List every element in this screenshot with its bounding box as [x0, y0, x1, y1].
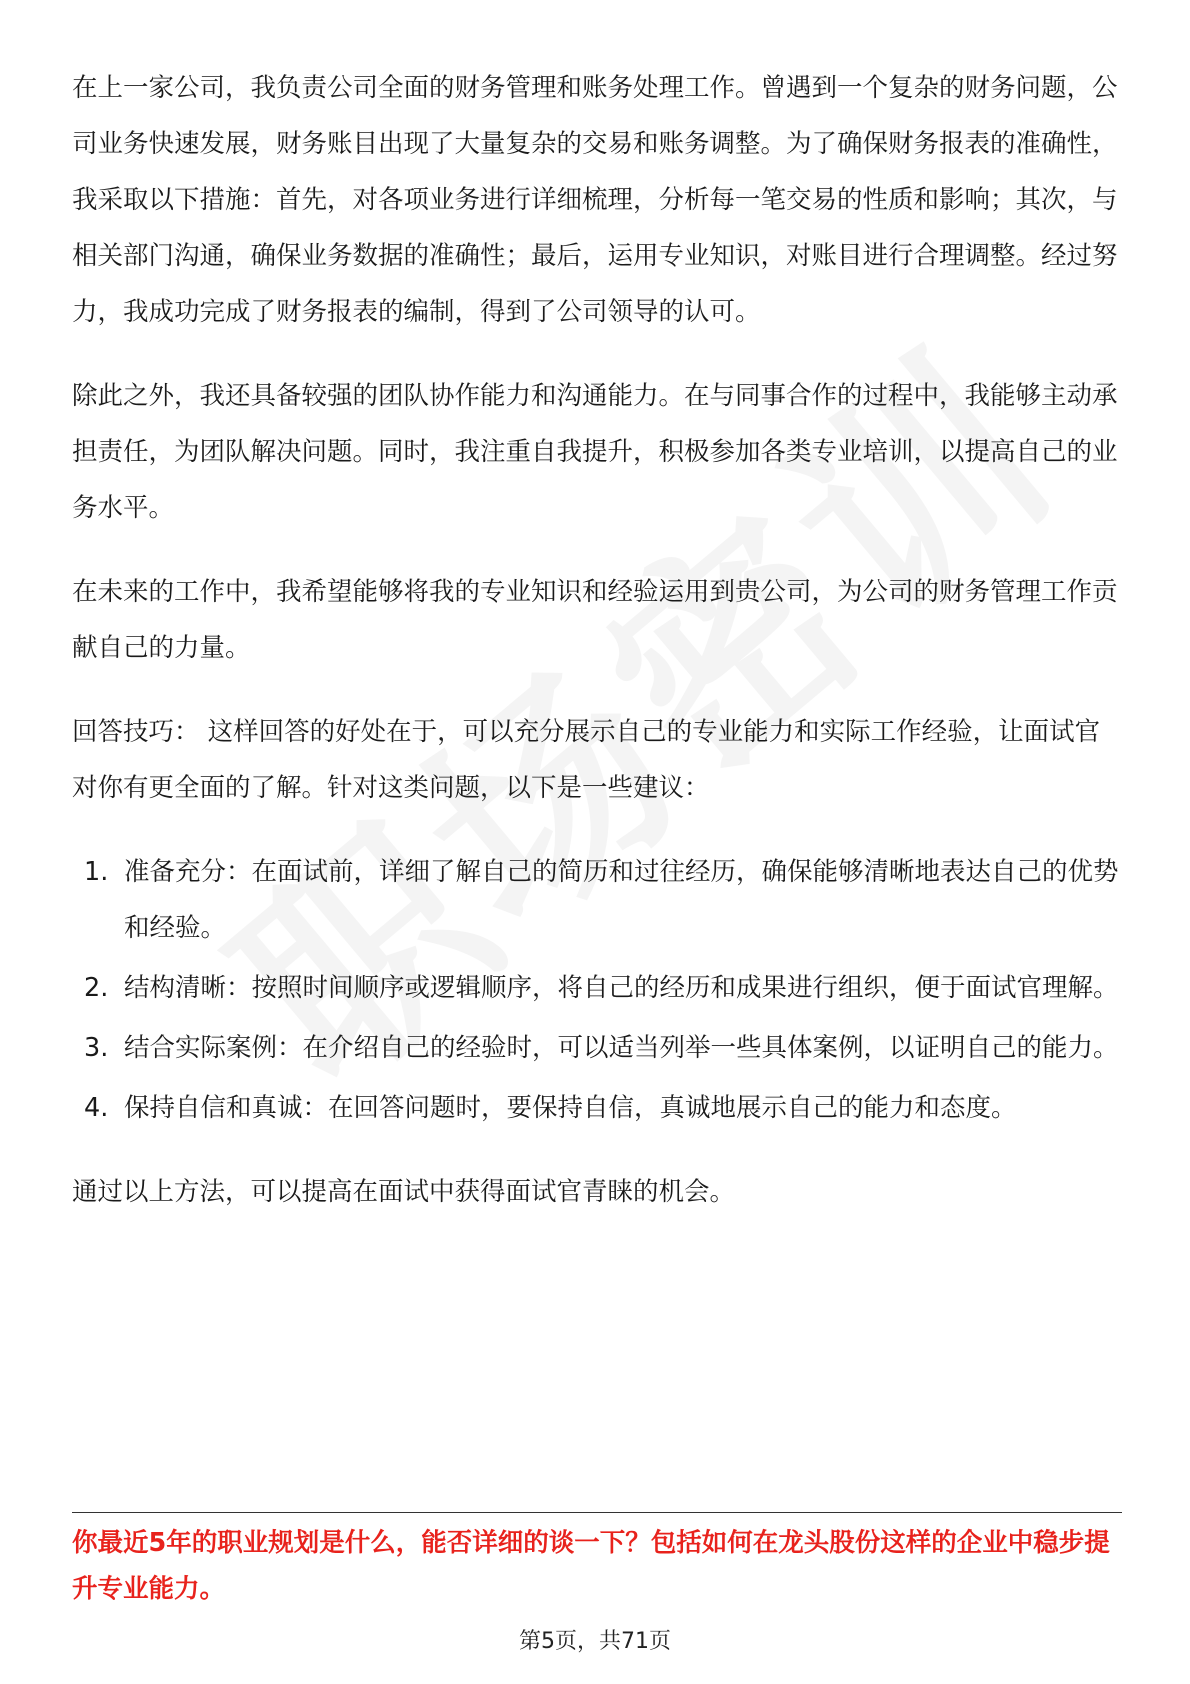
- answer-content: [72, 60, 1122, 1220]
- list-text: 准备充分：在面试前，详细了解自己的简历和过往经历，确保能够清晰地表达自己的优势和经验。: [124, 857, 1119, 943]
- next-question-heading: 你最近5年的职业规划是什么，能否详细的谈一下？包括如何在龙头股份这样的企业中稳步提升专业能力。: [72, 1528, 1110, 1604]
- list-text: 结构清晰：按照时间顺序或逻辑顺序，将自己的经历和成果进行组织，便于面试官理解。: [124, 973, 1119, 1003]
- list-item: [72, 960, 1122, 1016]
- paragraph-future: 在未来的工作中，我希望能够将我的专业知识和经验运用到贵公司，为公司的财务管理工作贡献自己的力量。: [72, 577, 1118, 663]
- list-number: 2.: [84, 973, 109, 1003]
- list-item: [72, 1020, 1122, 1076]
- list-item: [72, 1080, 1122, 1136]
- paragraph-closing: 通过以上方法，可以提高在面试中获得面试官青睐的机会。: [72, 1177, 736, 1207]
- list-text: 结合实际案例：在介绍自己的经验时，可以适当列举一些具体案例，以证明自己的能力。: [124, 1033, 1119, 1063]
- list-item: [72, 844, 1122, 956]
- list-number: 3.: [84, 1033, 109, 1063]
- list-number: 1.: [84, 857, 109, 887]
- section-divider: [72, 1512, 1122, 1513]
- paragraph-experience: 在上一家公司，我负责公司全面的财务管理和账务处理工作。曾遇到一个复杂的财务问题，公司业务快速发展，财务账目出现了大量复杂的交易和账务调整。为了确保财务报表的准确性，我采取以下措施：首先，对各项业务进行详细梳理，分析每一笔交易的性质和影响；其次，与相关部门沟通，确保业务数据的准确性；最后，运用专业知识，对账目进行合理调整。经过努力，我成功完成了财务报表的编制，得到了公司领导的认可。: [72, 73, 1118, 327]
- list-text: 保持自信和真诚：在回答问题时，要保持自信，真诚地展示自己的能力和态度。: [124, 1093, 1017, 1123]
- paragraph-tips-intro: 回答技巧： 这样回答的好处在于，可以充分展示自己的专业能力和实际工作经验，让面试官对你有更全面的了解。针对这类问题，以下是一些建议：: [72, 717, 1101, 803]
- tips-list: [72, 844, 1122, 1136]
- paragraph-teamwork: 除此之外，我还具备较强的团队协作能力和沟通能力。在与同事合作的过程中，我能够主动承担责任，为团队解决问题。同时，我注重自我提升，积极参加各类专业培训，以提高自己的业务水平。: [72, 381, 1118, 523]
- page-number: 第5页，共71页: [519, 1629, 671, 1654]
- list-number: 4.: [84, 1093, 109, 1123]
